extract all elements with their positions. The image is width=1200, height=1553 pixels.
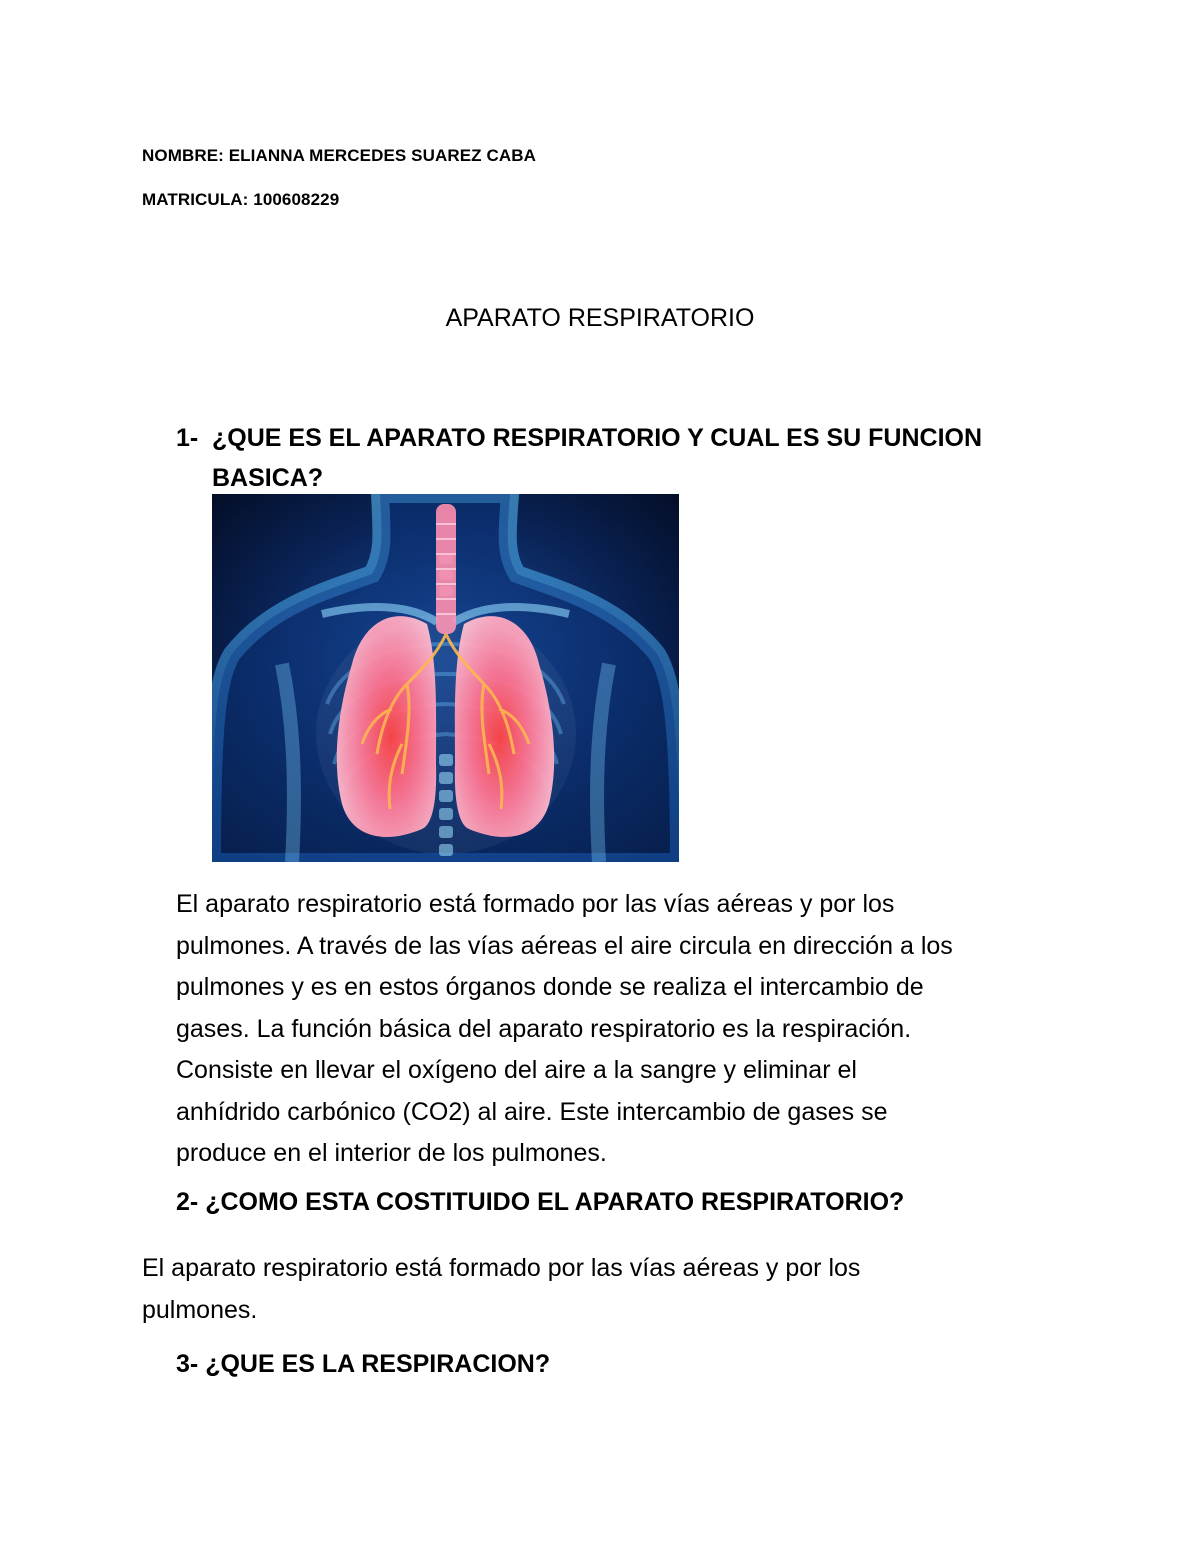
student-id: MATRICULA: 100608229	[142, 190, 340, 209]
lungs-illustration-icon	[212, 494, 679, 862]
answer-1-line: Consiste en llevar el oxígeno del aire a la sangre y eliminar el	[176, 1056, 857, 1084]
answer-1-line: gases. La función básica del aparato respiratorio es la respiración.	[176, 1014, 912, 1043]
question-1	[176, 418, 1036, 498]
answer-2	[142, 1248, 1042, 1331]
answer-2-line: El aparato respiratorio está formado por las vías aéreas y por los	[142, 1254, 861, 1282]
answer-2-line: pulmones.	[142, 1295, 258, 1324]
question-3-text: ¿QUE ES LA RESPIRACION?	[205, 1350, 551, 1378]
question-2-number: 2-	[176, 1188, 199, 1216]
answer-1-line: pulmones. A través de las vías aéreas el aire circula en dirección a los	[176, 931, 953, 960]
question-2	[176, 1188, 904, 1217]
answer-1-line: El aparato respiratorio está formado por las vías aéreas y por los	[176, 890, 895, 918]
document-title: APARATO RESPIRATORIO	[445, 304, 755, 332]
answer-1-line: anhídrido carbónico (CO2) al aire. Este intercambio de gases se	[176, 1097, 888, 1126]
answer-1	[176, 884, 1076, 1175]
question-1-text: ¿QUE ES EL APARATO RESPIRATORIO Y CUAL ES SU FUNCION BASICA?	[212, 424, 983, 492]
answer-1-line: pulmones y es en estos órganos donde se realiza el intercambio de	[176, 973, 924, 1001]
student-name: NOMBRE: ELIANNA MERCEDES SUAREZ CABA	[142, 146, 536, 165]
question-3-number: 3-	[176, 1350, 199, 1378]
question-1-number: 1-	[176, 424, 199, 452]
question-2-text: ¿COMO ESTA COSTITUIDO EL APARATO RESPIRATORIO?	[205, 1188, 905, 1216]
question-3	[176, 1350, 550, 1379]
answer-1-line: produce en el interior de los pulmones.	[176, 1139, 607, 1167]
